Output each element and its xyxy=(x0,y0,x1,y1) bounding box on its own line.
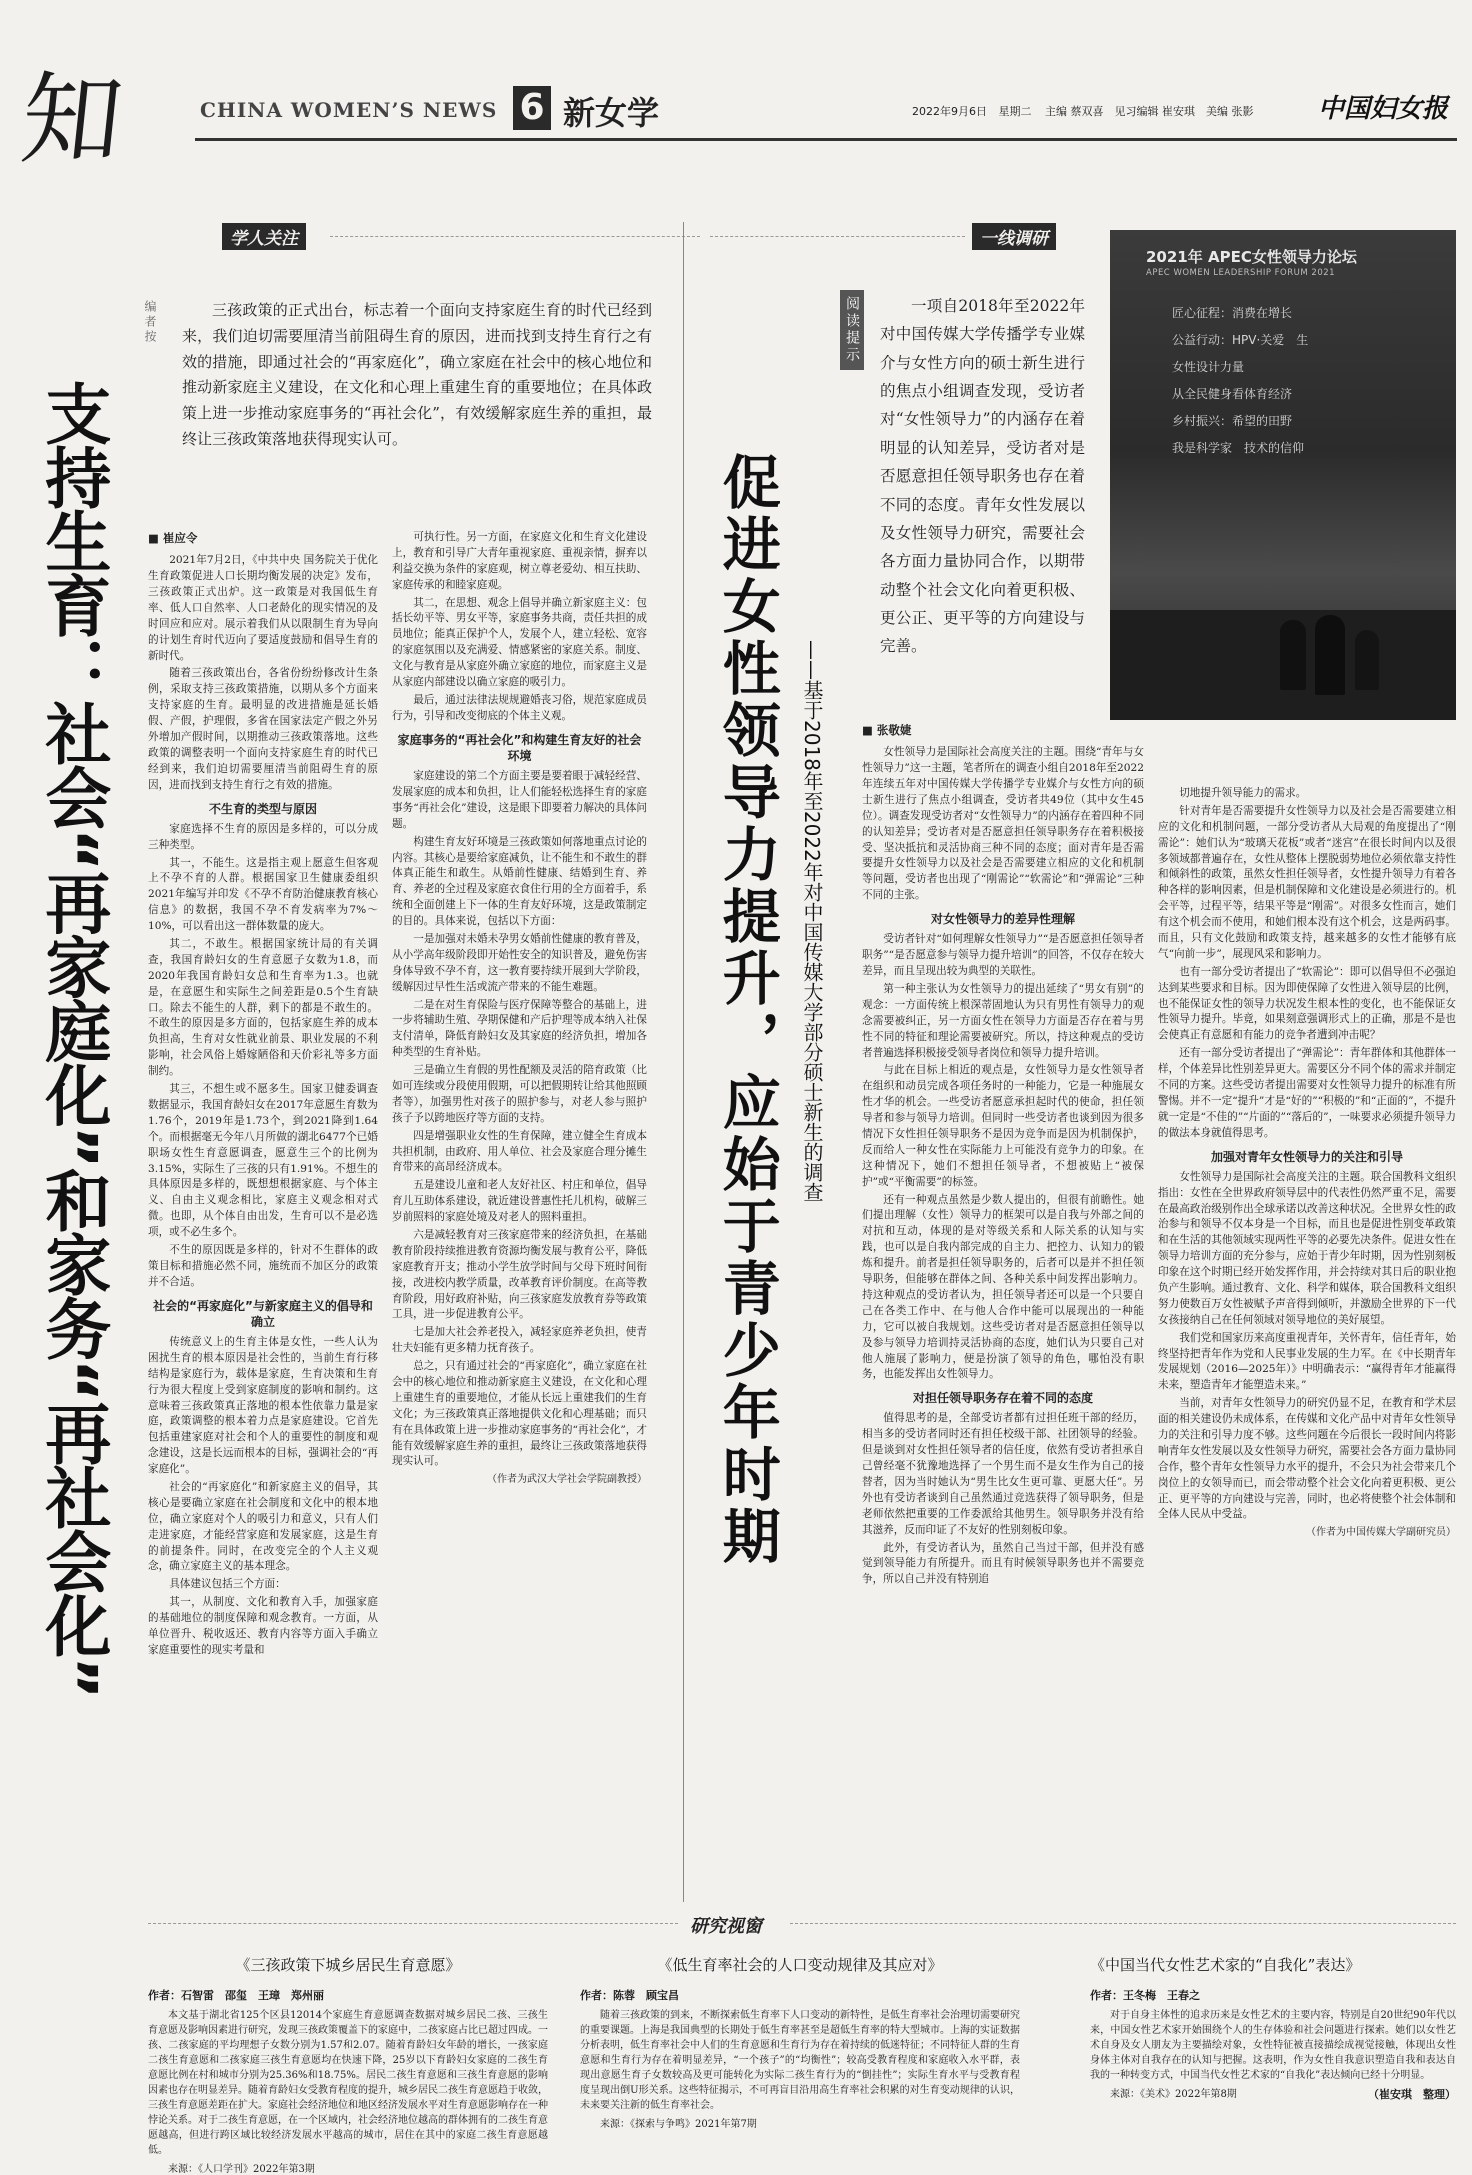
subheading: 对女性领导力的差异性理解 xyxy=(930,912,1075,927)
right-subhead: ——基于2018年至2022年对中国传媒大学部分硕士新生的调查 xyxy=(800,640,824,1202)
photo-screen-line: 匠心征程：消费在增长 xyxy=(1172,306,1293,320)
right-article-col2 xyxy=(1158,786,1456,1897)
editor-note-label: 编者按 xyxy=(143,300,157,345)
compiler-note: （崔安琪 整理） xyxy=(1368,2087,1456,2101)
right-byline: ■ 张敬婕 xyxy=(862,723,912,737)
paragraph: 三是确立生育假的男性配额及灵活的陪育政策（比如可连续或分段使用假期，可以把假期转让给其他照顾者等），加强男性对孩子的照护参与，对老人参与照护孩子予以跨地医疗等方面的支持。 xyxy=(392,1064,647,1124)
paragraph: 总之，只有通过社会的“再家庭化”，确立家庭在社会中的核心地位和推动新家庭主义建设，在文化和心理上重建生育的重要地位，才能从长远上重建我们的生育文化；为三孩政策真正落地提供文化和心理基础；而只有在具体政策上进一步推动家庭事务的“再社会化”，才能有效缓解家庭生养的重担，最终让三孩政策落地获得现实认可。 xyxy=(392,1360,647,1468)
paragraph: 第一种主张认为女性领导力的提出延续了“男女有别”的观念：一方面传统上根深蒂固地认为只有男性有领导力的观念需要被纠正，另一方面女性在领导力方面是否存在着与男性不同的特征和理论需要被研究。所以，持这种观点的受访者普遍选择积极接受领导者岗位和领导力提升培训。 xyxy=(862,983,1144,1059)
paragraph: 针对青年是否需要提升女性领导力以及社会是否需要建立相应的文化和机制问题，一部分受访者从大局观的角度提出了“刚需论”：她们认为“玻璃天花板”或者“迷宫”在很长时间内以及很多领域都普遍存在，女性从整体上摆脱弱势地位必须依靠支持性和倾斜性的政策，虽然女性担任领导者，女性提升领导力有着各种各样的影响因素，但是机制保障和文化建设是必须进行的。机会平等，过程平等，结果平等是“刚需”。对很多女性而言，她们有这个机会而不使用，和她们根本没有这个机会，这是两码事。而且，只有文化鼓励和政策支持，越来越多的女性才能够有底气“向前一步”，展现风采和影响力。 xyxy=(1158,804,1456,960)
paragraph: 值得思考的是，全部受访者都有过担任班干部的经历，相当多的受访者同时还有担任校级干部、社团领导的经验。但是谈到对女性担任领导者的信任度，依然有受访者担承自己曾经毫不犹豫地选择了一个男生而不是女生作为自己的接替者，因为当时她认为“男生比女生更可靠、更愿大任”。另外也有受访者谈到自己虽然通过竞选获得了领导职务，但是老师依然把重要的工作委派给其他男生。领导职务并没有给其滋养，反而印证了不友好的性别刻板印象。 xyxy=(862,1412,1144,1536)
research-item-author: 作者：王冬梅 王春之 xyxy=(1090,1988,1200,2002)
paragraph: 可执行性。另一方面，在家庭文化和生育文化建设上，教育和引导广大青年重视家庭、重视亲情，摒弃以利益交换为条件的家庭观，树立尊老爱幼、相互扶助、家庭传承的和睦家庭观。 xyxy=(392,531,647,591)
paragraph: 其二，不敢生。根据国家统计局的有关调查，我国育龄妇女的生育意愿子女数为1.8，而2020年我国育龄妇女总和生育率为1.3。也就是，在意愿生和实际生之间差距是0.5个生育缺口。除去不能生的人群，剩下的都是不敢生的。不敢生的原因是多方面的，包括家庭生养的成本负担高，生育对女性就业前景、职业发展的不利影响，社会风俗上婚嫁陋俗和天价彩礼等多方面制约。 xyxy=(148,938,378,1078)
research-item-source: 来源：《美术》2022年第8期 xyxy=(1110,2088,1237,2100)
photo-subtitle: APEC WOMEN LEADERSHIP FORUM 2021 xyxy=(1146,268,1336,278)
right-section-tag xyxy=(972,223,1056,250)
left-article-col2 xyxy=(392,530,647,1895)
right-article-col1 xyxy=(862,722,1144,1897)
research-item-author: 作者：石智雷 邵玺 王璋 郑州丽 xyxy=(148,1988,324,2002)
photo-screen-line: 女性设计力量 xyxy=(1172,360,1245,374)
paragraph: 二是在对生育保险与医疗保障等整合的基础上，进一步将辅助生殖、孕期保健和产后护理等成本纳入社保支付清单，降低育龄妇女及其家庭的经济负担，增加各种类型的生育补贴。 xyxy=(392,998,647,1059)
weekday-text: 星期二 xyxy=(998,105,1032,118)
photo-screen-line: 公益行动：HPV·关爱 生 xyxy=(1172,333,1309,347)
paragraph: 社会的“再家庭化”和新家庭主义的倡导，其核心是要确立家庭在社会制度和文化中的根本地位，确立家庭对个人的吸引力和意义，只有人们走进家庭，才能经营家庭和发展家庭，这是生育的前提条件。同时，在改变完全的个人主义观念，确立家庭主义的基本理念。 xyxy=(148,1481,378,1573)
left-col2-body xyxy=(392,530,647,1487)
masthead xyxy=(0,0,1472,178)
research-item-title: 《中国当代女性艺术家的“自我化”表达》 xyxy=(1090,1956,1361,1974)
paragraph: 还有一部分受访者提出了“弹需论”：青年群体和其他群体一样，个体差异比性别差异更大。需要区分不同个体的需求并制定不同的方案。这些受访者提出需要对女性领导力提升的标准有所警惕。并不一定“提升”才是“好的”“积极的”和“正面的”，不提升就一定是“不佳的”“片面的”“落后的”，一味要求必须提升领导力的做法本身就值得思考。 xyxy=(1158,1047,1456,1139)
research-item xyxy=(148,1955,548,2175)
subheading: 对担任领导职务存在着不同的态度 xyxy=(912,1391,1093,1406)
research-item-author: 作者：陈蓉 顾宝昌 xyxy=(580,1988,679,2002)
paragraph: 其三，不想生或不愿多生。国家卫健委调查数据显示，我国育龄妇女在2017年意愿生育数为1.76个，2019年是1.73个，到2021降到1.64个。而根据毫无今年八月所做的湖北6477个已婚职场女性生育意愿调查，愿意生三个的比例为3.15%，实际生了三孩的只有1.91%。不想生的具体原因是多样的，既想想根据家庭、与个体主义、自由主义观念相比，家庭主义观念相对式微。也即，从个体自由出发，生育可以不是必选项，或不必生多个。 xyxy=(148,1083,378,1239)
photo-title: 2021年 APEC女性领导力论坛 xyxy=(1146,248,1357,266)
paragraph: 我们党和国家历来高度重视青年，关怀青年，信任青年，始终坚持把青年作为党和人民事业发展的生力军。在《中长期青年发展规划（2016—2025年）》中明确表示：“赢得青年才能赢得未来，塑造青年才能塑造未来。” xyxy=(1158,1331,1456,1392)
paragraph: 七是加大社会养老投入，减轻家庭养老负担，使青壮夫妇能有更多精力抚育孩子。 xyxy=(392,1326,647,1355)
research-item-title: 《低生育率社会的人口变动规律及其应对》 xyxy=(657,1956,943,1974)
left-tag-rule xyxy=(330,236,700,237)
issue-date xyxy=(912,103,1254,119)
paragraph: 也有一部分受访者提出了“软需论”：即可以倡导但不必强迫达到某些要求和目标。因为即使保障了女性进入领导层的比例，也不能保证女性的领导力状况发生根本性的变化，也不能保证女性领导力提升。毕竟，如果刻意强调形式上的正确，那是不是也会使真正有意愿和有能力的竞争者遭到冲击呢？ xyxy=(1158,965,1456,1042)
paragraph: 具体建议包括三个方面： xyxy=(169,1578,286,1591)
paragraph: 五是建设儿童和老人友好社区、村庄和单位，倡导育儿互助体系建设，就近建设普惠性托儿机构，破解三岁前照料的家庭处境及对老人的照料重担。 xyxy=(392,1179,647,1224)
paper-logo: 中国妇女报 xyxy=(1318,94,1449,124)
paragraph: 2021年7月2日，《中共中央 国务院关于优化生育政策促进人口长期均衡发展的决定》发布，三孩政策正式出炉。这一政策是对我国低生育率、低人口自然率、人口老龄化的现实情况的及时回应和应对。展示着我们从以限制生育为导向的计划生育时代迈向了要适度鼓励和倡导生育的新时代。 xyxy=(148,554,378,662)
bottom-rule-left xyxy=(148,1923,678,1924)
date-text: 2022年9月6日 xyxy=(912,105,987,118)
section-logo-char: 知 xyxy=(15,61,129,178)
paragraph: 当前，对青年女性领导力的研究仍显不足，在教育和学术层面的相关建设仍未成体系，在传媒和文化产品中对青年女性领导力的关注和引导力度不够。这些问题在今后很长一段时间内将影响青年女性发展以及女性领导力研究，需要社会各方面力量协同合作，整个青年女性领导力水平的提升，不会只为社会带来几个岗位上的女领导而已，而会带动整个社会文化向着更积极、更公正、更平等的方向建设与完善，同时，也必将使整个社会体制和全体人民从中受益。 xyxy=(1158,1397,1456,1521)
paragraph: 其二，在思想、观念上倡导并确立新家庭主义：包括长幼平等、男女平等，家庭事务共商，责任共担的成员地位；能真正保护个人，发展个人，建立轻松、宽容的家庭氛围以及充满爱、情感紧密的家庭关系。制度、文化与教育是从家庭外确立家庭的地位，而家庭主义是从家庭内部建设以确立家庭的吸引力。 xyxy=(392,596,647,689)
paragraph: 女性领导力是国际社会高度关注的主题。围绕“青年与女性领导力”这一主题，笔者所在的调查小组自2018年至2022年连续五年对中国传媒大学传播学专业媒介与女性方向的硕士新生进行了焦点小组调查，受访者共49位（其中女生45位）。调查发现受访者对“女性领导力”的内涵存在着四种不同的认知差异；受访者对是否愿意担任领导职务存在着积极接受、坚决抵抗和灵活协商三种不同的态度；面对青年是否需要提升女性领导力以及社会是否需要建立相应的文化和机制等问题，受访者也出现了“刚需论”“软需论”和“弹需论”三种不同的主张。 xyxy=(862,746,1144,902)
right-col2-body xyxy=(1158,786,1456,1540)
paragraph: 一是加强对未婚未孕男女婚前性健康的教育普及，从小学高年级阶段即开始性安全的知识普及，避免伤害身体导致不孕不育，这一教育要持续开展到大学阶段，缓解因过早性生活或流产带来的不能生难题。 xyxy=(392,932,647,993)
photo-audience-silhouette xyxy=(1355,630,1379,690)
forum-photo xyxy=(1110,230,1456,720)
paragraph: 六是减轻教育对三孩家庭带来的经济负担，在基础教育阶段持续推进教育资源均衡发展与教育公平，降低家庭教育开支；推动小学生放学时间与父母下班时间衔接，改进校内教学质量，改革教育评价制度。在高等教育阶段，用好政府补贴，向三孩家庭发放教育券等政策工具，进一步促进教育公平。 xyxy=(392,1229,647,1321)
research-item-text: 本文基于湖北省125个区县12014个家庭生育意愿调查数据对城乡居民二孩、三孩生育意愿及影响因素进行研究，发现三孩政策覆盖下的家庭中，二孩家庭占比已超过四成。一孩、二孩家庭的平均理想子女数分别为1.57和2.07。随着育龄妇女年龄的增长，一孩家庭二孩生育意愿和二孩家庭三孩生育意愿均在快速下降，25岁以下育龄妇女家庭的二孩生育意愿比例在村和城市分别为25.36%和18.75%。居民二孩生育意愿和三孩生育意愿的影响因素也存在明显差异。随着育龄妇女受教育程度的提升，城乡居民二孩生育意愿趋于收敛，三孩生育意愿差距在扩大。家庭社会经济地位和地区经济发展水平对生育意愿影响存在一种悖论关系。对于二孩生育意愿，在一个区域内，社会经济地位越高的群体拥有的二孩生育意愿越高，但进行跨区域比较经济发展水平越高的城市，居住在其中的家庭二孩生育意愿越低。 xyxy=(148,2009,548,2156)
masthead-rule xyxy=(195,138,1457,141)
research-item xyxy=(1090,1955,1456,2102)
paragraph: 还有一种观点虽然是少数人提出的，但很有前瞻性。她们提出理解（女性）领导力的框架可以是自我与外部之间的对抗和互动，体现的是对等级关系和人际关系的认知与实践，也可以是自我内部完成的自主力、把控力、认知力的锻炼和提升。前者是担任领导职务的，后者可以是并不担任领导职务，但能够在群体之间、各种关系中间发挥出影响力。持这种观点的受访者认为，担任领导者还可以是一个只要自己在各类工作中、在与他人合作中能可以展现出的一种能力，它可以被自我规划。这些受访者对是否愿意担任领导以及参与领导力培训持灵活协商的态度，她们认为只要自己对他人施展了影响力，便是扮演了领导的角色，哪怕没有职务，也能发挥出女性领导力。 xyxy=(862,1193,1144,1381)
research-item-text: 随着三孩政策的到来，不断探索低生育率下人口变动的新特性，是低生育率社会治理切需要研究的重要课题。上海是我国典型的长期处于低生育率甚至是超低生育率的特大型城市。上海的实证数据分析表明，低生育率社会中人们的生育意愿和生育行为存在着持续的低迷特征；不同特征人群的生育意愿和生育行为存在着明显差异，“一个孩子”的“均衡性”；较高受教育程度和家庭收入水平群，表现出意愿生育子女数较高及更可能转化为实际二孩生育行为的“倒挂性”；实际生育水平与受教育程度呈现出倒U形关系。这些特征揭示，不可再盲目沿用高生育率社会积累的对生育变动规律的认识，未来要关注新的低生育率社会。 xyxy=(580,2009,1020,2111)
photo-screen-line: 我是科学家 技术的信仰 xyxy=(1172,441,1305,455)
intro-text: 一项自2018年至2022年对中国传媒大学传播学专业媒介与女性方向的硕士新生进行的焦点小组调查发现，受访者对“女性领导力”的内涵存在着明显的认知差异，受访者对是否愿意担任领导职务也存在着不同的态度。青年女性发展以及女性领导力研究，需要社会各方面力量协同合作，以期带动整个社会文化向着更积极、更公正、更平等的方向建设与完善。 xyxy=(880,297,1085,656)
subheading: 不生育的类型与原因 xyxy=(208,801,317,816)
photo-audience-silhouette xyxy=(1315,615,1345,695)
editor-credits: 主编 蔡双喜 见习编辑 崔安琪 美编 张影 xyxy=(1045,105,1254,118)
photo-screen-line: 从全民健身看体育经济 xyxy=(1172,387,1293,401)
paragraph: 家庭建设的第二个方面主要是要着眼于减轻经营、发展家庭的成本和负担，让人们能轻松选择生育的家庭事务“再社会化”建设，这是眼下即要着力解决的具体问题。 xyxy=(392,770,647,830)
paragraph: 切地提升领导能力的需求。 xyxy=(1179,787,1307,799)
paragraph: 最后，通过法律法规规避婚丧习俗，规范家庭成员行为，引导和改变彻底的个体主义观。 xyxy=(392,693,647,722)
paragraph: 不生的原因既是多样的，针对不生群体的政策目标和措施必然不同，施统而不加区分的政策并不合适。 xyxy=(148,1243,378,1288)
bottom-section-label: 研究视窗 xyxy=(690,1916,762,1937)
photo-audience-silhouette xyxy=(1280,620,1306,690)
left-byline: ■ 崔应令 xyxy=(148,531,198,545)
research-item-source: 来源：《探索与争鸣》2021年第7期 xyxy=(600,2118,757,2130)
right-col1-body xyxy=(862,745,1144,1588)
research-item-source: 来源：《人口学刊》2022年第3期 xyxy=(168,2163,315,2175)
page-number: 6 xyxy=(513,86,551,130)
photo-screen-line: 乡村振兴：希望的田野 xyxy=(1172,414,1293,428)
right-headline: 促进女性领导力提升，应始于青少年时期 xyxy=(712,452,781,1568)
paragraph: 其一，从制度、文化和教育入手，加强家庭的基础地位的制度保障和观念教育。一方面，从单位晋升、税收返还、教育内容等方面入手确立家庭重要性的现实考量和 xyxy=(148,1596,378,1656)
author-note: （作者为中国传媒大学副研究员） xyxy=(1306,1527,1456,1539)
section-name: 新女学 xyxy=(563,94,660,132)
paragraph: 女性领导力是国际社会高度关注的主题。联合国教科文组织指出：女性在全世界政府领导层中的代表性仍然严重不足，需要在最高政治级别作出全球承诺以改善这种状况。全世界女性的政治参与和领导不仅本身是一个目标，而且也是促进性别变革政策和在生活的其他领域实现两性平等的必要先决条件。促进女性在领导力培训方面的充分参与，应始于青少年时期，因为性别刻板印象在这个时期已经开始发挥作用，并会持续对其日后的职业抱负产生影响。通过教育、文化、科学和媒体，联合国教科文组织努力使数百万女性被赋予声音得到倾听，并激励全世界的下一代女孩接纳自己在任何领域对领导地位的美好展望。 xyxy=(1158,1170,1456,1326)
paragraph: 与此在目标上相近的观点是，女性领导力是女性领导者在组织和动员完成各项任务时的一种能力，它是一种施展女性才华的机会。一些受访者愿意承担起时代的使命，担任领导者和参与领导力培训。但同时一些受访者也谈到因为很多情况下女性担任领导职务不是因为竞争而是因为机制保护，反而给人一种女性在实际能力上可能没有竞争力的印象。在这种情况下，她们不想担任领导者，不想被贴上“被保护”或“平衡需要”的标签。 xyxy=(862,1064,1144,1188)
research-item-text: 对于自身主体性的追求历来是女性艺术的主要内容，特别是自20世纪90年代以来，中国女性艺术家开始围绕个人的生存体验和社会问题进行探索。她们以女性艺术自身及女人朋友为主要描绘对象，女性特征被直接描绘成视觉接触，体现出女性身体主体对自我存在的认知与把握。这表明，作为女性自我意识塑造自我和表达自我的一种转变方式，中国当代女性艺术家的“自我化”表达倾向已经十分明显。 xyxy=(1090,2009,1456,2081)
bottom-rule-right xyxy=(790,1923,1456,1924)
research-item xyxy=(580,1955,1020,2130)
paragraph: 家庭选择不生育的原因是多样的，可以分成三种类型。 xyxy=(148,822,378,851)
right-tag-rule xyxy=(710,236,965,237)
left-col1-body xyxy=(148,553,378,1659)
subheading: 社会的“再家庭化”与新家庭主义的倡导和确立 xyxy=(153,1298,373,1329)
paragraph: 受访者针对“如何理解女性领导力”“是否愿意担任领导者职务”“是否愿意参与领导力提升培训”的回答，不仅存在较大差异，而且呈现出较为典型的关联性。 xyxy=(862,933,1144,978)
left-headline: 支持生育：社会“再家庭化”和家务“再社会化” xyxy=(33,380,111,1698)
author-note: （作者为武汉大学社会学院副教授） xyxy=(487,1474,647,1486)
subheading: 加强对青年女性领导力的关注和引导 xyxy=(1210,1149,1403,1164)
left-tag-text: 学人关注 xyxy=(230,229,298,249)
photo-screen-lines xyxy=(1172,300,1412,462)
right-tag-text: 一线调研 xyxy=(980,229,1048,249)
left-section-tag xyxy=(222,223,306,250)
paragraph: 其一，不能生。这是指主观上愿意生但客观上不孕不育的人群。根据国家卫生健康委组织2021年编写并印发《不孕不育防治健康教育核心信息》的数据，我国不孕不育发病率为7%～10%，可以看出这一群体数量的庞大。 xyxy=(148,856,378,933)
paragraph: 随着三孩政策出台，各省份纷纷修改计生条例，采取支持三孩政策措施，以期从多个方面来支持家庭的生育。最明显的改进措施是延长婚假、产假，护理假，多省在国家法定产假之外另外增加产假时间，以期推动三孩政策落地。这些政策的调整表明一个面向支持家庭生育的时代已经到来，我们迫切需要厘清当前阻碍生育的原因，进而找到支持生育行之有效的措施。 xyxy=(148,667,378,791)
research-item-title: 《三孩政策下城乡居民生育意愿》 xyxy=(235,1956,461,1974)
intro-label: 阅读提示 xyxy=(840,290,864,370)
paper-english-name: CHINA WOMEN’S NEWS xyxy=(200,98,498,122)
left-article-col1 xyxy=(148,530,378,1895)
editor-note: 三孩政策的正式出台，标志着一个面向支持家庭生育的时代已经到来，我们迫切需要厘清当前阻碍生育的原因，进而找到支持生育行之有效的措施，即通过社会的“再家庭化”，确立家庭在社会中的核心地位和推动新家庭主义建设，在文化和心理上重建生育的重要地位；在具体政策上进一步推动家庭事务的“再社会化”，有效缓解家庭生养的重担，最终让三孩政策落地获得现实认可。 xyxy=(182,301,652,448)
paragraph: 传统意义上的生育主体是女性，一些人认为困扰生育的根本原因是社会性的，当前生育行移结构是家庭行为，载体是家庭，生育决策和生育行为很大程度上受到家庭制度的影响和制约。这意味着三孩政策真正落地的根本性依靠力量是家庭，政策调整的根本着力点是家庭建设。它首先包括重建家庭对社会和个人的重要性的制度和观念建设，这是长远而根本的目标，强调社会的“再家庭化”。 xyxy=(148,1336,378,1476)
paragraph: 构建生育友好环境是三孩政策如何落地重点讨论的内容。其核心是要给家庭减负，让不能生和不敢生的群体真正能生和敢生。从婚前性健康、结婚到生育、养育、养老的全过程及家庭衣食住行用的全方面着手，系统和全面创建上下一体的生育友好环境，这是政策制定的目的。具体来说，包括以下方面： xyxy=(392,835,647,928)
paragraph: 此外，有受访者认为，虽然自己当过干部，但并没有感觉到领导能力有所提升。而且有时候领导职务也并不需要竞争，所以自己并没有特别追 xyxy=(862,1541,1144,1586)
subheading: 家庭事务的“再社会化”和构建生育友好的社会环境 xyxy=(397,732,642,763)
paragraph: 四是增强职业女性的生育保障，建立健全生育成本共担机制，由政府、用人单位、社会及家庭合理分摊生育带来的高昂经济成本。 xyxy=(392,1129,647,1174)
center-column-rule xyxy=(683,222,684,1902)
